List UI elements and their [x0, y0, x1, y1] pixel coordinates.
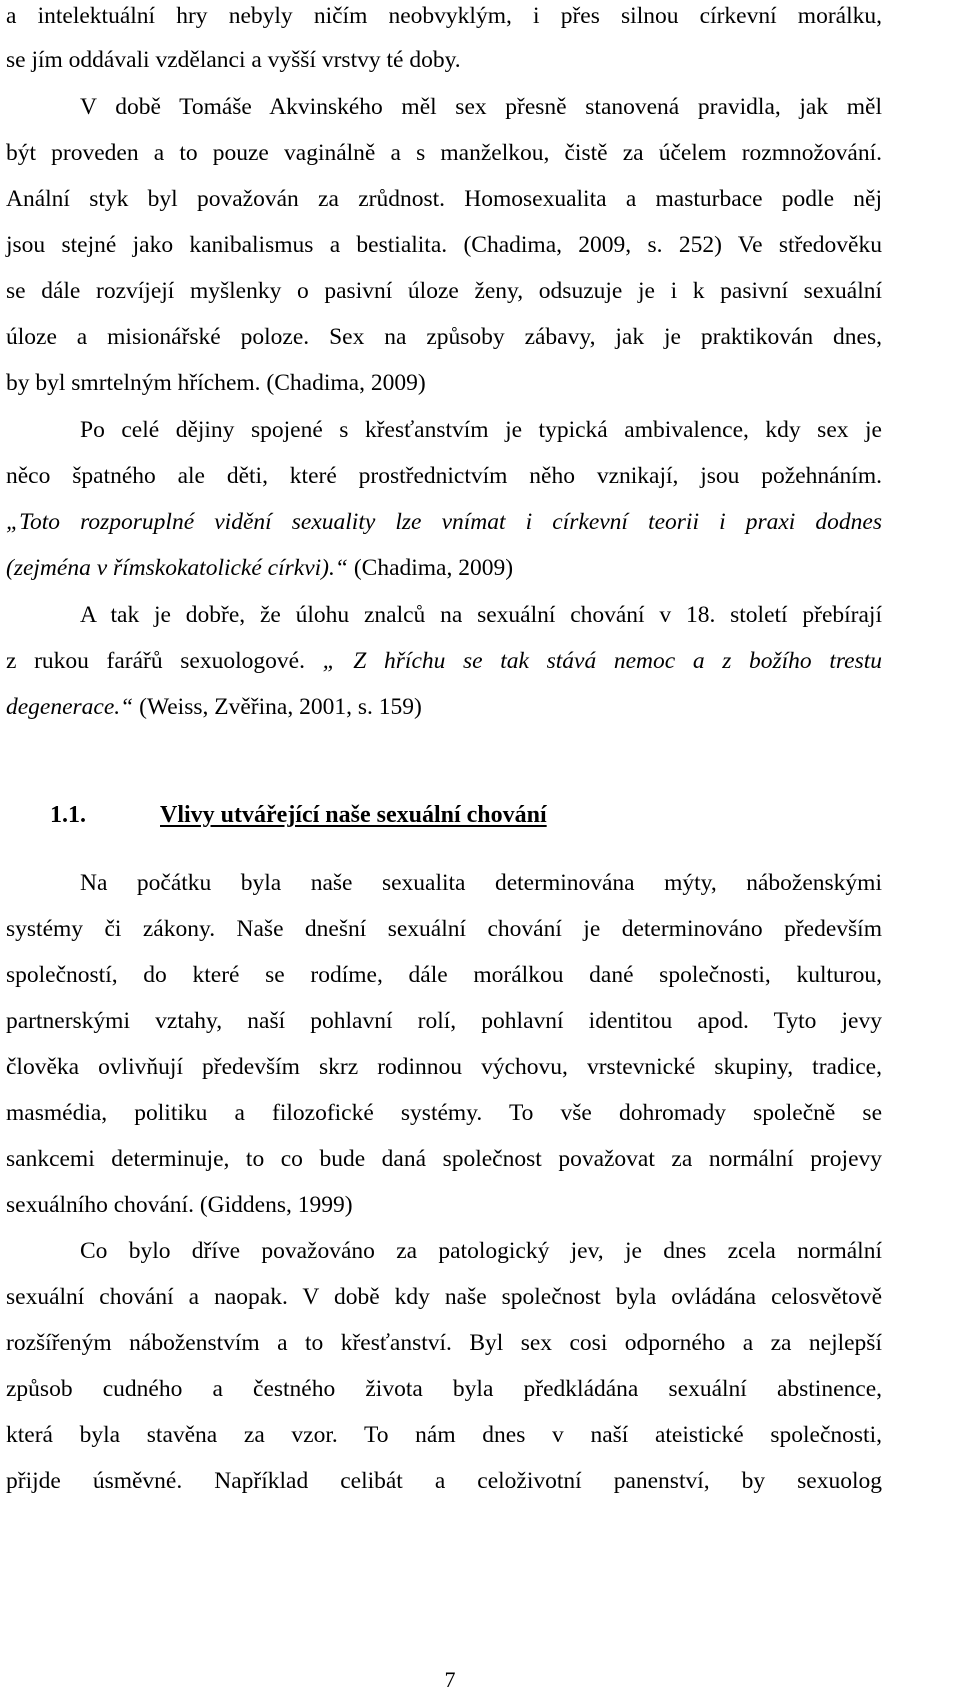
paragraph-2-line-5: se dále rozvíjejí myšlenky o pasivní úloze ženy, odsuzuje je i k pasivní sexuální [6, 278, 882, 304]
paragraph-1-line-1: a intelektuální hry nebyly ničím neobvyklým, i přes silnou církevní morálku, [6, 3, 882, 29]
paragraph-4-line-3 [6, 693, 882, 721]
paragraph-6-line-3: rozšířeným náboženstvím a to křesťanství. Byl sex cosi odporného a za nejlepší [6, 1330, 882, 1356]
citation: (Chadima, 2009) [347, 555, 514, 581]
paragraph-4-text: z rukou farářů sexuologové. [6, 648, 323, 674]
paragraph-3-line-3-quote: „Toto rozporuplné vidění sexuality lze vnímat i církevní teorii i praxi dodnes [6, 509, 882, 535]
paragraph-3-line-2: něco špatného ale děti, které prostřednictvím něho vznikají, jsou požehnáním. [6, 463, 882, 489]
citation: (Weiss, Zvěřina, 2001, s. 159) [133, 694, 422, 720]
paragraph-4-line-2 [6, 647, 882, 675]
quote-text: „ Z hříchu se tak stává nemoc a z božího trestu [322, 648, 882, 674]
paragraph-6-line-2: sexuální chování a naopak. V době kdy naše společnost byla ovládána celosvětově [6, 1284, 882, 1310]
paragraph-4-line-1: A tak je dobře, že úlohu znalců na sexuální chování v 18. století přebírají [80, 602, 882, 628]
paragraph-3-line-1: Po celé dějiny spojené s křesťanstvím je typická ambivalence, kdy sex je [80, 417, 882, 443]
paragraph-5-line-4: partnerskými vztahy, naší pohlavní rolí, pohlavní identitou apod. Tyto jevy [6, 1008, 882, 1034]
paragraph-2-line-7: by byl smrtelným hříchem. (Chadima, 2009) [6, 370, 426, 396]
paragraph-5-line-1: Na počátku byla naše sexualita determinována mýty, náboženskými [80, 870, 882, 896]
paragraph-2-line-6: úloze a misionářské poloze. Sex na způsoby zábavy, jak je praktikován dnes, [6, 324, 882, 350]
paragraph-6-line-6: přijde úsměvné. Například celibát a celoživotní panenství, by sexuolog [6, 1468, 882, 1494]
paragraph-2-line-4: jsou stejné jako kanibalismus a bestialita. (Chadima, 2009, s. 252) Ve středověku [6, 232, 882, 258]
paragraph-6-line-1: Co bylo dříve považováno za patologický jev, je dnes zcela normální [80, 1238, 882, 1264]
quote-text: (zejména v římskokatolické církvi).“ [6, 555, 348, 581]
paragraph-5-line-3: společností, do které se rodíme, dále morálkou dané společnosti, kulturou, [6, 962, 882, 988]
paragraph-5-line-5: člověka ovlivňují především skrz rodinnou výchovu, vrstevnické skupiny, tradice, [6, 1054, 882, 1080]
section-number: 1.1. [50, 802, 86, 828]
paragraph-5-line-8: sexuálního chování. (Giddens, 1999) [6, 1192, 353, 1218]
section-heading [50, 800, 547, 830]
paragraph-5-line-2: systémy či zákony. Naše dnešní sexuální chování je determinováno především [6, 916, 882, 942]
paragraph-2-line-1: V době Tomáše Akvinského měl sex přesně stanovená pravidla, jak měl [80, 94, 882, 120]
page-number: 7 [444, 1667, 456, 1692]
paragraph-1-line-2: se jím oddávali vzdělanci a vyšší vrstvy té doby. [6, 47, 461, 73]
paragraph-6-line-4: způsob cudného a čestného života byla předkládána sexuální abstinence, [6, 1376, 882, 1402]
paragraph-2-line-2: být proveden a to pouze vaginálně a s manželkou, čistě za účelem rozmnožování. [6, 140, 882, 166]
paragraph-5-line-6: masmédia, politiku a filozofické systémy. To vše dohromady společně se [6, 1100, 882, 1126]
paragraph-5-line-7: sankcemi determinuje, to co bude daná společnost považovat za normální projevy [6, 1146, 882, 1172]
paragraph-3-line-4 [6, 554, 882, 582]
quote-text: degenerace.“ [6, 694, 134, 720]
paragraph-6-line-5: která byla stavěna za vzor. To nám dnes v naší ateistické společnosti, [6, 1422, 882, 1448]
section-title: Vlivy utvářející naše sexuální chování [160, 802, 547, 828]
paragraph-2-line-3: Anální styk byl považován za zrůdnost. Homosexualita a masturbace podle něj [6, 186, 882, 212]
